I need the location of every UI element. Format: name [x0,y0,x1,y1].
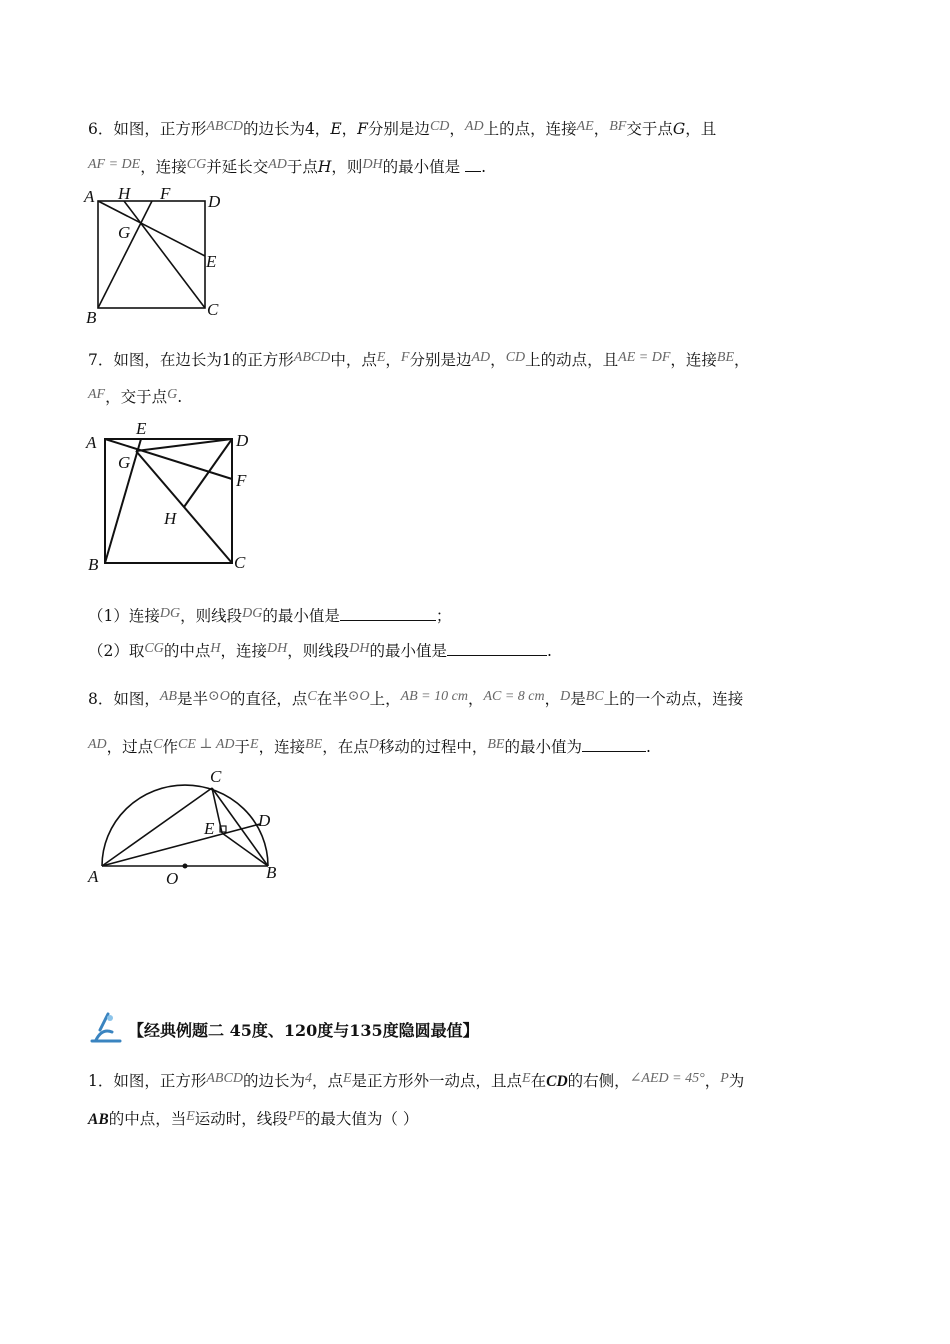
p1-line2: AB的中点，当E运动时，线段PE的最大值为（ ） [88,1109,419,1128]
label-D: D [208,192,221,211]
label-B: B [88,555,99,574]
q6-line1: 6．如图，正方形ABCD的边长为4，E，F分别是边CD，AD上的点，连接AE，BF交于点G，且 [88,119,717,138]
q7-line1: 7．如图，在边长为1的正方形ABCD中，点E，F分别是边AD，CD上的动点，且AE = DF，连接BE， [88,350,750,369]
label-F: F [160,184,171,203]
label-G: G [118,453,131,472]
section-header [88,1010,479,1044]
q8-line2: AD，过点C作CE ⊥ AD于E，连接BE，在点D移动的过程中，BE的最小值为 . [88,737,651,756]
q7-sub2: （2）取CG的中点H，连接DH，则线段DH的最小值是 . [88,641,552,660]
q7-line2: AF，交于点G. [88,387,183,406]
q6-line2: AF = DE，连接CG并延长交AD于点H，则DH的最小值是 . [88,157,487,176]
microscope-icon [88,1010,124,1044]
label-E: E [204,819,215,838]
section-title: 【经典例题二 45度、120度与135度隐圆最值】 [128,1020,479,1040]
label-F: F [236,471,247,490]
answer-blank-1[interactable] [340,606,436,621]
q8-line1: 8．如图，AB是半⊙O的直径，点C在半⊙O上，AB = 10 cm，AC = 8 cm，D是BC上的一个动点，连接 [88,689,744,708]
answer-blank[interactable] [582,737,646,752]
label-G: G [118,223,131,242]
q7-figure [80,420,260,580]
label-A: A [84,187,95,206]
label-H: H [164,509,177,528]
label-H: H [118,184,131,203]
label-C: C [210,767,222,786]
label-E: E [136,419,147,438]
label-B: B [266,863,277,882]
label-B: B [86,308,97,327]
label-D: D [236,431,249,450]
q6-figure [80,185,220,325]
label-A: A [86,433,97,452]
q7-sub1: （1）连接DG，则线段DG的最小值是 ； [88,606,452,625]
label-C: C [234,553,246,572]
label-O: O [166,869,179,888]
label-E: E [206,252,217,271]
label-C: C [207,300,219,319]
label-A: A [88,867,99,886]
q8-figure [82,768,292,888]
p1-line1: 1．如图，正方形ABCD的边长为4，点E是正方形外一动点，且点E在CD的右侧，∠AED = 45°，P为 [88,1071,745,1090]
answer-blank[interactable] [465,157,481,172]
label-D: D [258,811,271,830]
answer-blank-2[interactable] [447,641,547,656]
